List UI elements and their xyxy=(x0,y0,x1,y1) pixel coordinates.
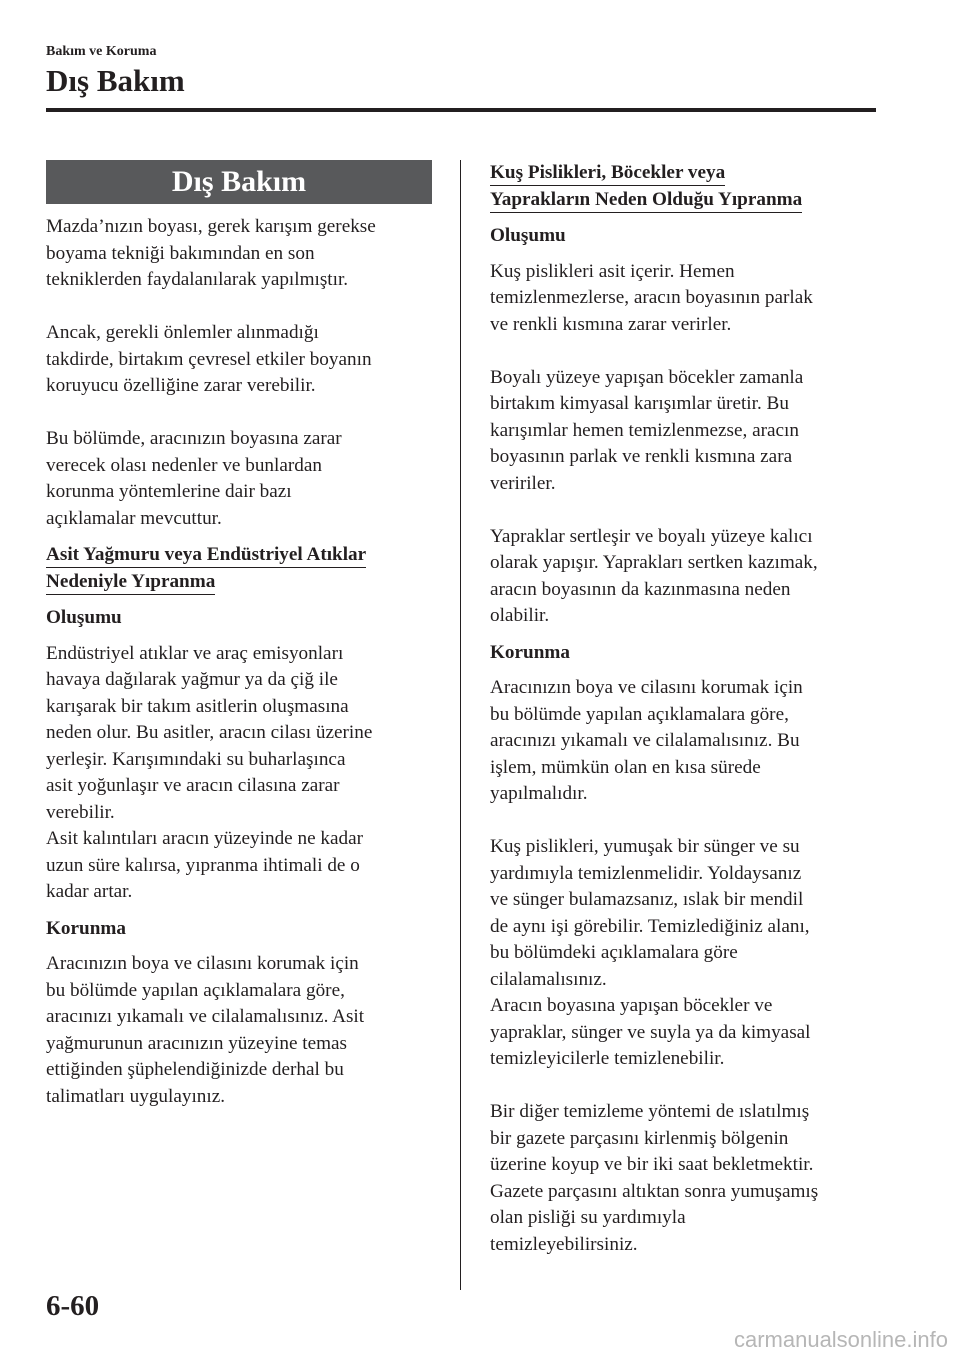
leaves-text: Yapraklar sertleşir ve boyalı yüzeye kalıcı olarak yapışır. Yaprakları sertken kazımak, aracın boyasının da kazınmasına neden olabilir. xyxy=(490,525,818,626)
section-banner: Dış Bakım xyxy=(46,160,432,204)
right-column xyxy=(490,160,880,1258)
header-divider xyxy=(46,108,876,112)
column-divider xyxy=(460,160,461,1290)
bird-droppings-text: Kuş pislikleri asit içerir. Hemen temizlenmezlerse, aracın boyasının parlak ve renkli kısmına zarar verirler. xyxy=(490,260,813,335)
watermark: carmanualsonline.info xyxy=(733,1327,948,1352)
intro-paragraph-2: Ancak, gerekli önlemler alınmadığı takdirde, birtakım çevresel etkiler boyanın koruyucu özelliğine zarar verebilir. xyxy=(46,322,372,396)
page-number: 6-60 xyxy=(46,1290,100,1322)
acid-rain-heading-line-1: Asit Yağmuru veya Endüstriyel Atıklar xyxy=(46,543,366,568)
bird-droppings-heading-line-1: Kuş Pislikleri, Böcekler veya xyxy=(490,161,725,186)
left-column xyxy=(46,160,436,1110)
acid-rain-protection-heading: Korunma xyxy=(46,917,126,939)
section-header: Bakım ve Koruma xyxy=(46,44,157,59)
page-title: Dış Bakım xyxy=(46,63,185,98)
bird-droppings-heading-line-2: Yaprakların Neden Olduğu Yıpranma xyxy=(490,188,802,213)
newspaper-method-text: Bir diğer temizleme yöntemi de ıslatılmış bir gazete parçasını kirlenmiş bölgenin üzerine koyup ve bir iki saat bekletmektir. Gazete parçasını altıktan sonra yumuşamış olan pisliği su yardımıyla temizleyebilirsiniz. xyxy=(490,1101,819,1255)
protection-wash-text: Aracınızın boya ve cilasını korumak için bu bölümde yapılan açıklamalara göre, aracınızı yıkamalı ve cilalamalısınız. Bu işlem, mümkün olan en kısa sürede yapılmalıdır. xyxy=(490,677,803,804)
intro-paragraph-1: Mazda’nızın boyası, gerek karışım gerekse boyama tekniği bakımından en son tekniklerden faydalanılarak yapılmıştır. xyxy=(46,216,376,290)
intro-paragraph-3: Bu bölümde, aracınızın boyasına zarar verecek olası nedenler ve bunlardan korunma yöntemlerine dair bazı açıklamalar mevcuttur. xyxy=(46,428,342,529)
acid-rain-heading xyxy=(46,542,436,595)
acid-rain-residue-text: Asit kalıntıları aracın yüzeyinde ne kadar uzun süre kalırsa, yıpranma ihtimali de o kadar artar. xyxy=(46,828,363,902)
bird-droppings-cause-heading: Oluşumu xyxy=(490,225,566,246)
bird-droppings-heading xyxy=(490,160,880,213)
insects-text: Boyalı yüzeye yapışan böcekler zamanla birtakım kimyasal karışımlar üretir. Bu karışımlar hemen temizlenmezse, aracın boyasının parlak ve renkli kısmına zara veririler. xyxy=(490,366,804,494)
insect-removal-text: Aracın boyasına yapışan böcekler ve yapraklar, sünger ve suyla ya da kimyasal temizleyicilerle temizlenebilir. xyxy=(490,995,811,1069)
acid-rain-heading-line-2: Nedeniyle Yıpranma xyxy=(46,570,215,595)
bird-droppings-protection-heading: Korunma xyxy=(490,641,570,663)
acid-rain-protection-text: Aracınızın boya ve cilasını korumak için bu bölümde yapılan açıklamalara göre, aracınızı yıkamalı ve cilalamalısınız. Asit yağmurunun aracınızın yüzeyine temas ettiğinden şüphelendiğinizde derhal bu talimatları uygulayınız. xyxy=(46,953,365,1107)
sponge-cleaning-text: Kuş pislikleri, yumuşak bir sünger ve su yardımıyla temizlenmelidir. Yoldaysanız ve sünger bulamazsanız, ıslak bir mendil de aynı işi görebilir. Temizlediğiniz alanı, bu bölümdeki açıklamalara göre cilalamalısınız. xyxy=(490,836,810,990)
acid-rain-cause-text: Endüstriyel atıklar ve araç emisyonları havaya dağılarak yağmur ya da çiğ ile karışarak bir takım asitlerin oluşmasına neden olur. Bu asitler, aracın cilası üzerine yerleşir. Karışımındaki su buharlaşınca asit yoğunlaşır ve aracın cilasına zarar verebilir. xyxy=(46,642,373,823)
acid-rain-cause-heading: Oluşumu xyxy=(46,607,122,628)
